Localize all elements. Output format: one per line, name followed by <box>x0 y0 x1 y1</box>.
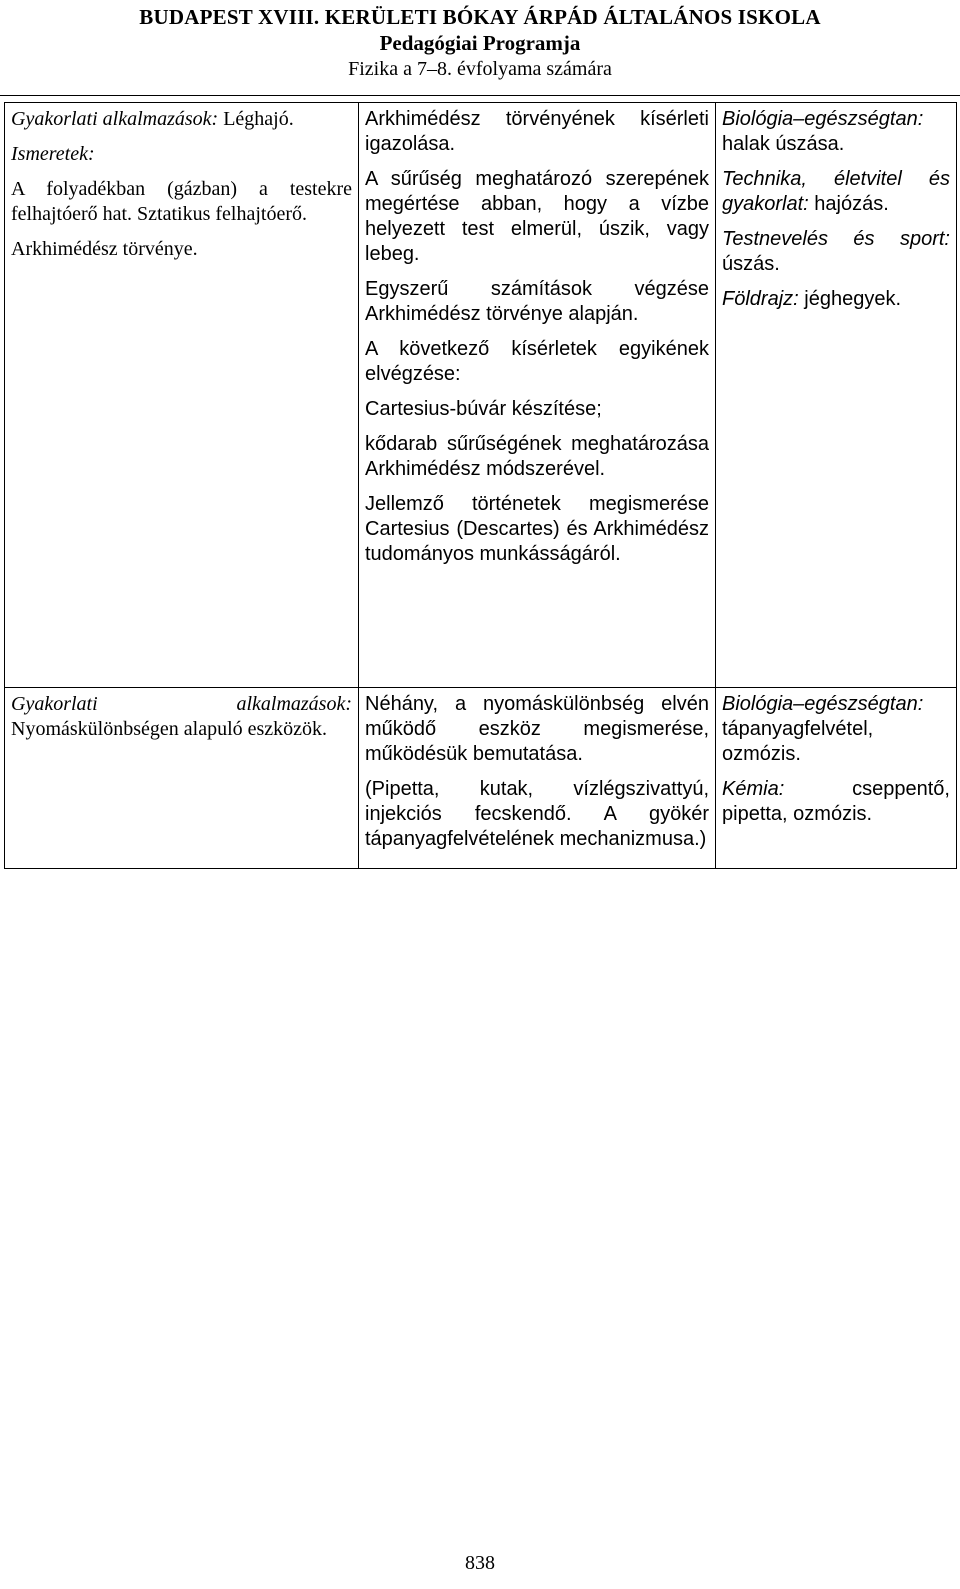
curriculum-table <box>4 102 957 869</box>
cell-paragraph <box>722 107 950 157</box>
cell-paragraph <box>722 167 950 217</box>
cell-paragraph: Cartesius-búvár készítése; <box>365 398 602 420</box>
table-row <box>5 103 957 688</box>
subject-label: Testnevelés és sport: <box>722 228 950 250</box>
subject-label: Kémia: <box>722 778 785 800</box>
cell-text: Nyomáskülönbségen alapuló eszközök. <box>11 718 328 740</box>
category-label: Ismeretek: <box>11 143 95 165</box>
activity-cell <box>359 103 716 688</box>
category-label: Gyakorlati alkalmazások: <box>11 693 352 715</box>
cell-paragraph <box>11 107 352 132</box>
cell-paragraph <box>722 287 950 312</box>
header-divider <box>0 95 960 96</box>
cell-text: úszás. <box>722 253 780 275</box>
cell-text: Léghajó. <box>218 108 294 130</box>
activity-cell <box>359 688 716 869</box>
cell-paragraph: Jellemző történetek megismerése Cartesius (Descartes) és Arkhimédész tudományos munkásságáról. <box>365 493 709 565</box>
subject-label: Biológia–egészségtan: <box>722 108 924 130</box>
cell-paragraph <box>11 142 352 167</box>
school-name: BUDAPEST XVIII. KERÜLETI BÓKAY ÁRPÁD ÁLTALÁNOS ISKOLA <box>139 5 821 29</box>
subject-label: Földrajz: <box>722 288 799 310</box>
cell-paragraph: (Pipetta, kutak, vízlégszivattyú, injekciós fecskendő. A gyökér tápanyagfelvételének mechanizmusa.) <box>365 778 709 850</box>
cell-paragraph: A folyadékban (gázban) a testekre felhajtóerő hat. Sztatikus felhajtóerő. <box>11 178 352 225</box>
cell-paragraph <box>722 227 950 277</box>
cell-paragraph: A következő kísérletek egyikének elvégzése: <box>365 338 709 385</box>
cell-paragraph: A sűrűség meghatározó szerepének megértése abban, hogy a vízbe helyezett test elmerül, úszik, vagy lebeg. <box>365 168 709 265</box>
cell-paragraph: Néhány, a nyomáskülönbség elvén működő eszköz megismerése, működésük bemutatása. <box>365 693 709 765</box>
content-cell <box>5 103 359 688</box>
cell-paragraph: Arkhimédész törvényének kísérleti igazolása. <box>365 108 709 155</box>
connections-cell <box>716 688 957 869</box>
category-label: Gyakorlati alkalmazások: <box>11 108 219 130</box>
cell-paragraph <box>722 692 950 767</box>
subject-label: Biológia–egészségtan: <box>722 693 924 715</box>
cell-text: tápanyagfelvétel, ozmózis. <box>722 718 874 765</box>
document-header <box>0 0 960 82</box>
cell-paragraph <box>722 777 950 827</box>
cell-text: jéghegyek. <box>798 288 901 310</box>
page-number: 838 <box>465 1552 495 1574</box>
cell-paragraph: kődarab sűrűségének meghatározása Arkhimédész módszerével. <box>365 433 709 480</box>
content-cell <box>5 688 359 869</box>
program-title: Pedagógiai Programja <box>379 31 581 55</box>
cell-paragraph <box>11 692 352 742</box>
connections-cell <box>716 103 957 688</box>
subject-title: Fizika a 7–8. évfolyama számára <box>348 58 612 80</box>
subject-label: Technika, életvitel és gyakorlat: <box>722 168 950 215</box>
cell-paragraph: Egyszerű számítások végzése Arkhimédész törvénye alapján. <box>365 278 709 325</box>
table-row <box>5 688 957 869</box>
cell-paragraph: Arkhimédész törvénye. <box>11 238 198 260</box>
cell-text: halak úszása. <box>722 133 845 155</box>
cell-text: cseppentő, pipetta, ozmózis. <box>722 778 950 825</box>
cell-text: hajózás. <box>808 193 889 215</box>
